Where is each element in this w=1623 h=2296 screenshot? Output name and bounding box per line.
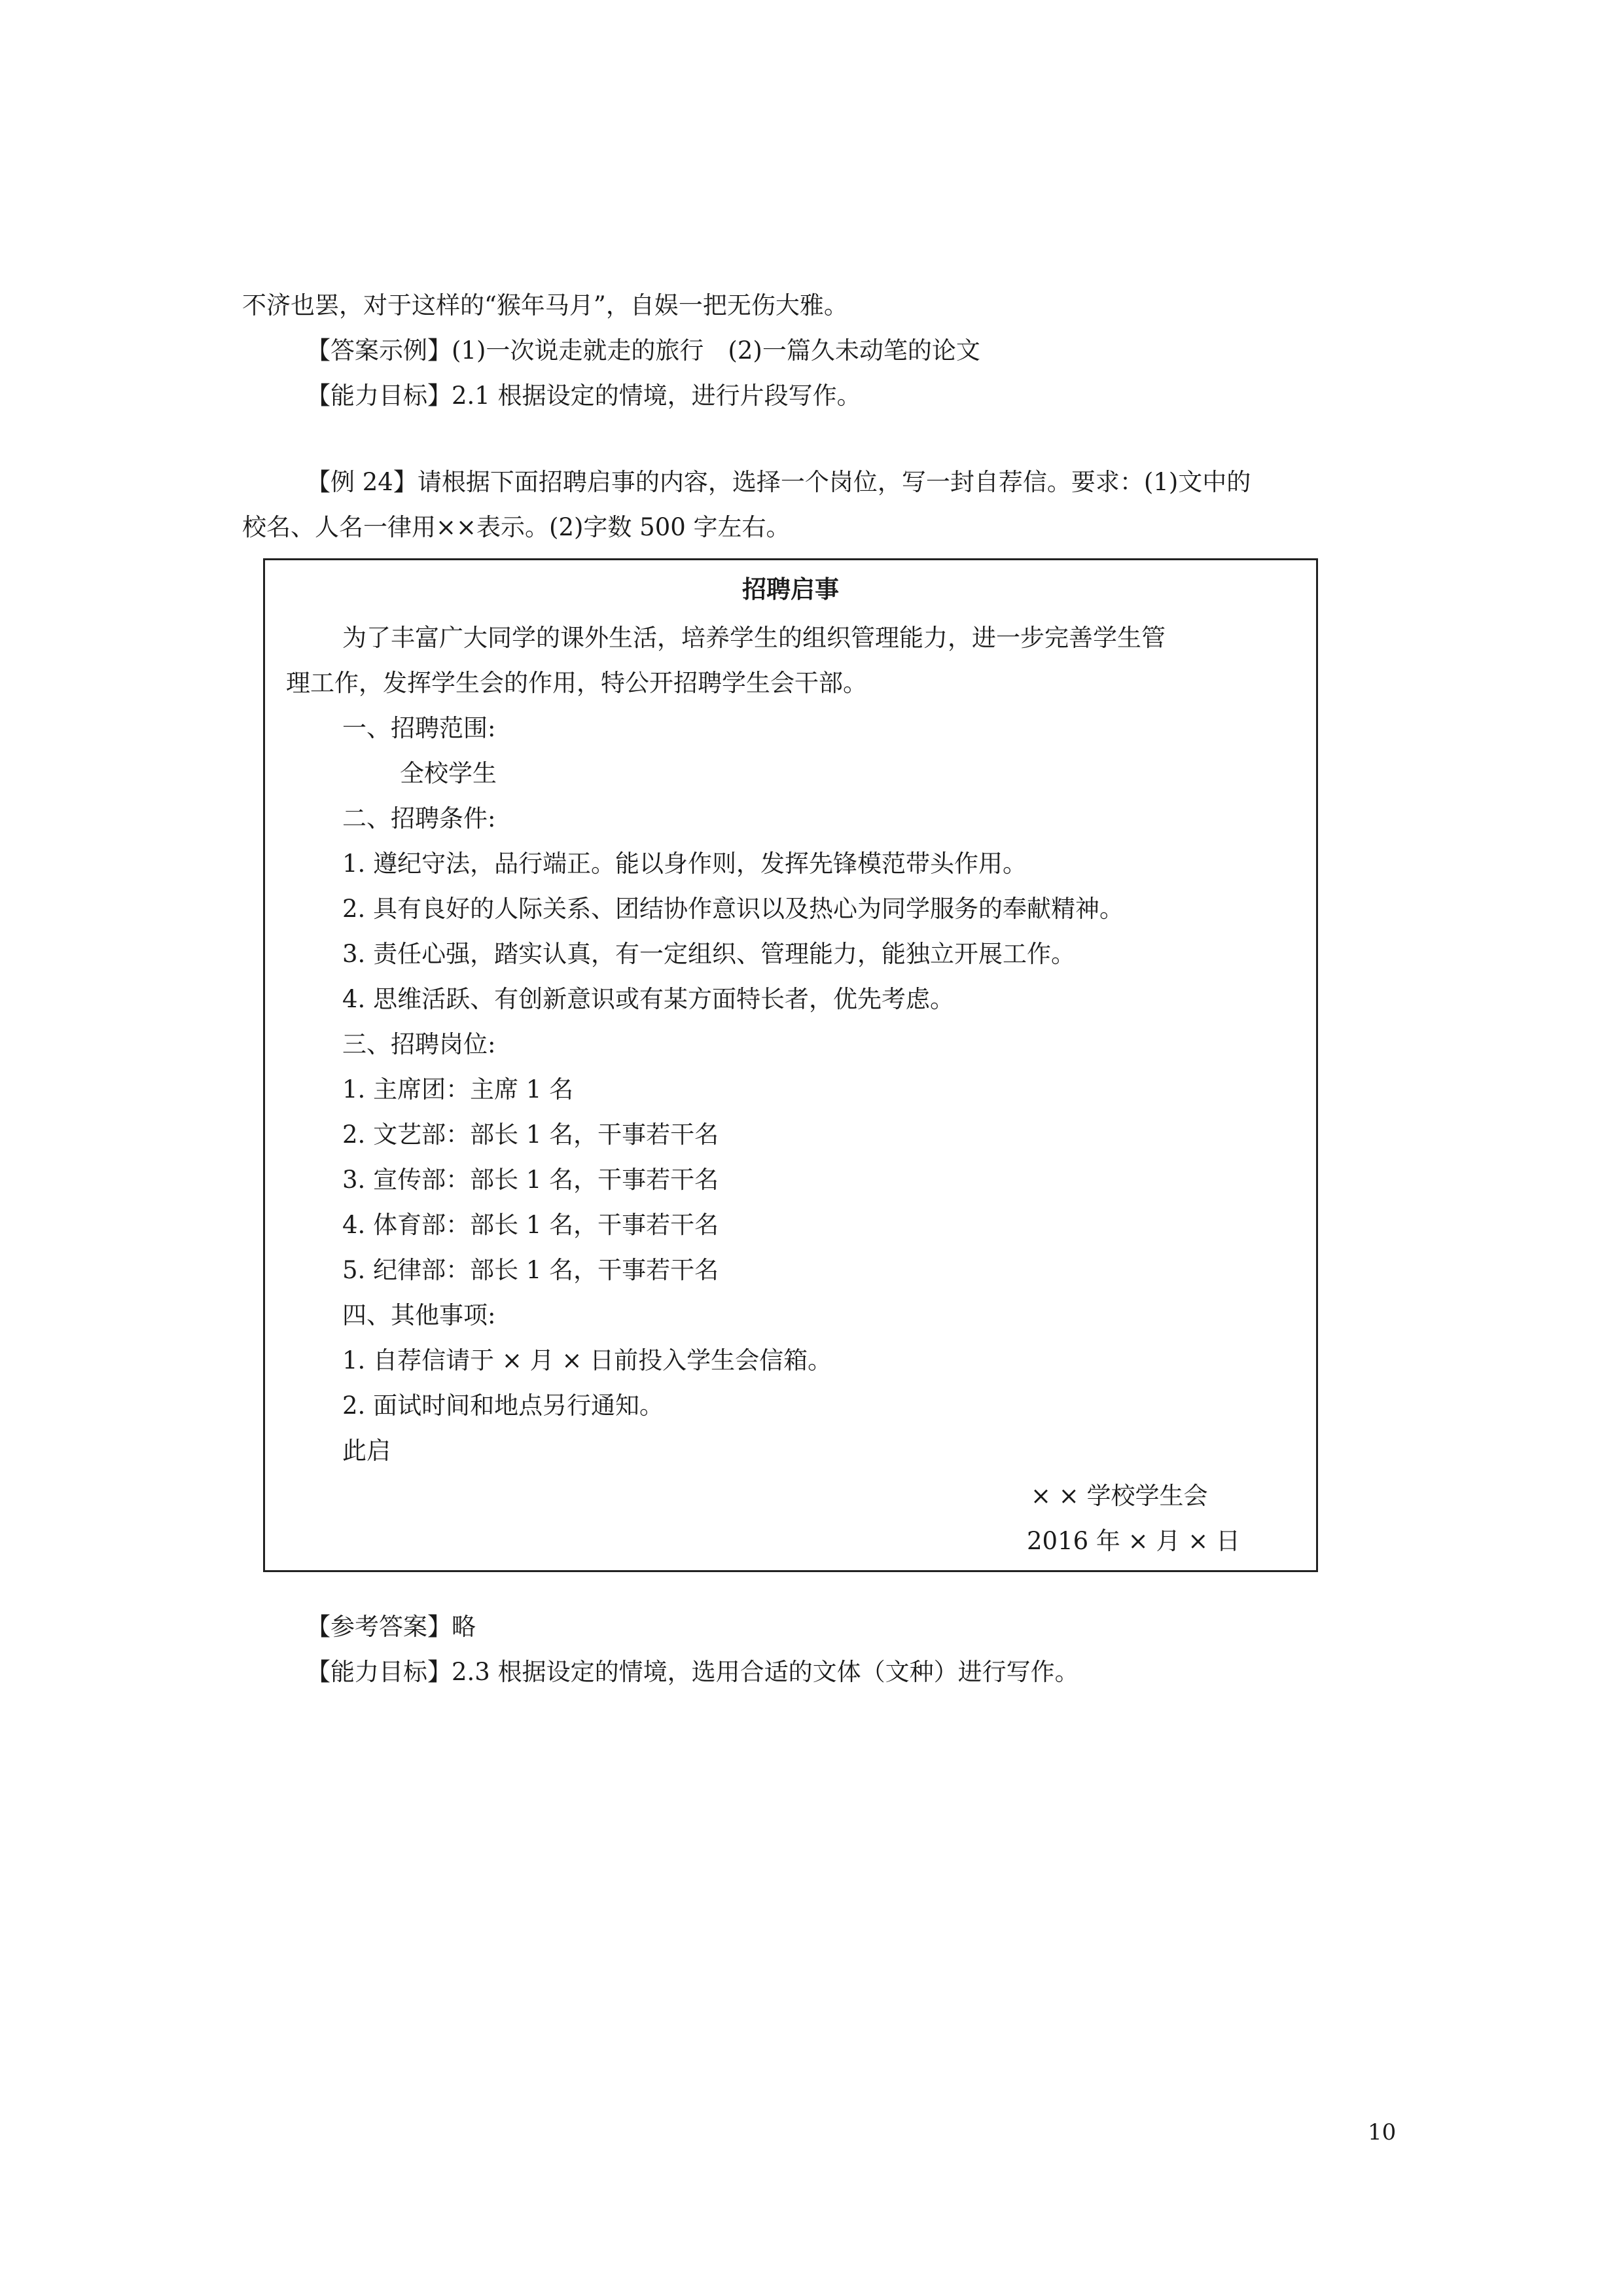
section-scope-title: 一、招聘范围: [342,714,496,742]
section-other-title: 四、其他事项: [342,1301,496,1329]
notice-paragraph-line2: 理工作，发挥学生会的作用，特公开招聘学生会干部。 [286,669,867,697]
example-24-line1: 【例 24】请根据下面招聘启事的内容，选择一个岗位，写一封自荐信。要求：(1)文中的 [306,468,1251,496]
section-scope-content: 全校学生 [400,759,497,787]
page-number: 10 [1368,2119,1397,2145]
example-24-line2: 校名、人名一律用××表示。(2)字数 500 字左右。 [242,513,791,541]
answer-example: 【答案示例】(1)一次说走就走的旅行 (2)一篇久未动笔的论文 [306,336,980,365]
condition-item: 1. 遵纪守法，品行端正。能以身作则，发挥先锋模范带头作用。 [342,850,1027,878]
recruitment-notice-box [263,558,1318,1572]
other-item: 1. 自荐信请于 × 月 × 日前投入学生会信箱。 [342,1346,832,1374]
notice-title: 招聘启事 [742,575,839,603]
condition-item: 2. 具有良好的人际关系、团结协作意识以及热心为同学服务的奉献精神。 [342,895,1124,923]
closing-text: 此启 [342,1437,391,1465]
notice-paragraph-line1: 为了丰富广大同学的课外生活，培养学生的组织管理能力，进一步完善学生管 [342,624,1166,652]
section-conditions-title: 二、招聘条件: [342,804,496,833]
position-item: 2. 文艺部：部长 1 名，干事若干名 [342,1121,719,1149]
position-item: 3. 宣传部：部长 1 名，干事若干名 [342,1166,719,1194]
other-item: 2. 面试时间和地点另行通知。 [342,1391,664,1420]
condition-item: 4. 思维活跃、有创新意识或有某方面特长者，优先考虑。 [342,985,955,1013]
signature: × × 学校学生会 [1031,1482,1208,1510]
ability-target-2: 【能力目标】2.3 根据设定的情境，选用合适的文体（文种）进行写作。 [306,1658,1079,1686]
notice-date: 2016 年 × 月 × 日 [1027,1527,1240,1555]
paragraph-continuation: 不济也罢，对于这样的“猴年马月”，自娱一把无伤大雅。 [242,291,848,319]
position-item: 1. 主席团：主席 1 名 [342,1075,574,1103]
position-item: 5. 纪律部：部长 1 名，干事若干名 [342,1256,719,1284]
condition-item: 3. 责任心强，踏实认真，有一定组织、管理能力，能独立开展工作。 [342,940,1076,968]
reference-answer: 【参考答案】略 [306,1613,476,1641]
section-positions-title: 三、招聘岗位: [342,1030,496,1058]
position-item: 4. 体育部：部长 1 名，干事若干名 [342,1211,719,1239]
ability-target-1: 【能力目标】2.1 根据设定的情境，进行片段写作。 [306,382,861,410]
